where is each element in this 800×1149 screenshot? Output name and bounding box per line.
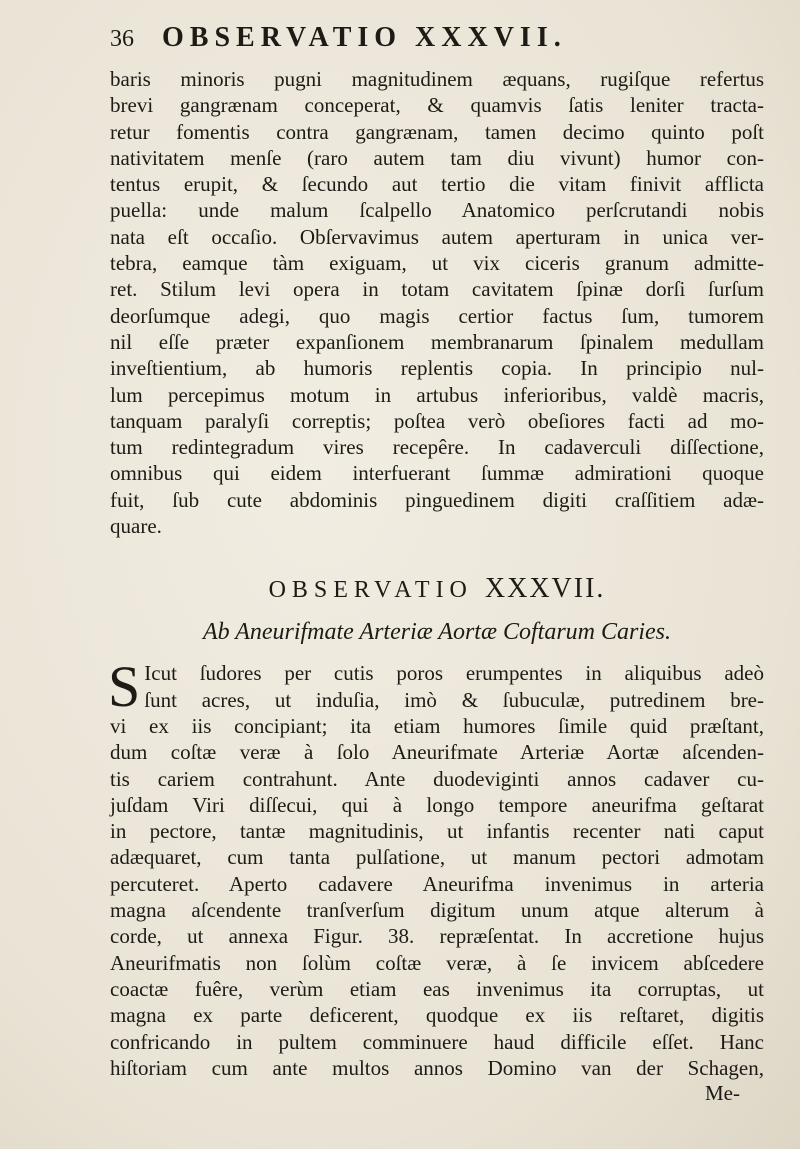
text-line: in pectore, tantæ magnitudinis, ut infantis recenter nati caput <box>110 819 764 844</box>
text-line: retur fomentis contra gangrænam, tamen decimo quinto poſt <box>110 119 764 144</box>
text-line: ret. Stilum levi opera in totam cavitatem ſpinæ dorſi ſurſum <box>110 277 764 302</box>
text-line: Aneurifmatis non ſolùm coſtæ veræ, à ſe invicem abſcedere <box>110 950 764 975</box>
text-line: dum coſtæ veræ à ſolo Aneurifmate Arteriæ Aortæ aſcenden- <box>110 740 764 765</box>
text-line: nativitatem menſe (raro autem tam diu vivunt) humor con- <box>110 145 764 170</box>
continued-paragraph <box>110 66 764 539</box>
observation-number: XXXVII. <box>484 573 606 605</box>
text-line: brevi gangrænam conceperat, & quamvis ſatis leniter tracta- <box>110 93 764 118</box>
text-line: adæquaret, cum tanta pulſatione, ut manum pectori admotam <box>110 845 764 870</box>
text-line: tis cariem contrahunt. Ante duodeviginti annos cadaver cu- <box>110 766 764 791</box>
text-line: fuit, ſub cute abdominis pinguedinem digiti craſſitiem adæ- <box>110 487 764 512</box>
text-line: ſunt acres, ut induſia, imò & ſubuculæ, putredinem bre- <box>144 687 764 712</box>
text-line: quare. <box>110 514 162 539</box>
observation-paragraph <box>108 654 764 1081</box>
text-line: confricando in pultem comminuere haud difficile eſſet. Hanc <box>110 1029 764 1054</box>
text-line: nata eſt occaſio. Obſervavimus autem aperturam in unica ver- <box>110 224 764 249</box>
text-line: corde, ut annexa Figur. 38. repræſentat. In accretione hujus <box>110 924 764 949</box>
text-line: Icut ſudores per cutis poros erumpentes in aliquibus adeò <box>144 661 764 686</box>
text-line: tanquam paralyſi correptis; poſtea verò obeſiores facti ad mo- <box>110 408 764 433</box>
page-header <box>110 22 764 66</box>
text-line: puella: unde malum ſcalpello Anatomico perſcrutandi nobis <box>110 198 764 223</box>
text-line: juſdam Viri diſſecui, qui à longo tempore aneurifma geſtarat <box>110 792 764 817</box>
text-line: tentus erupit, & ſecundo aut tertio die vitam finivit afflicta <box>110 172 764 197</box>
text-line: deorſumque adegi, quo magis certior factus ſum, tumorem <box>110 303 764 328</box>
observation-heading <box>110 573 764 605</box>
text-line: omnibus qui eidem interfuerant ſummæ admirationi quoque <box>110 461 764 486</box>
text-line: percuteret. Aperto cadavere Aneurifma invenimus in arteria <box>110 871 764 896</box>
running-head: OBSERVATIO XXXVII. <box>162 22 567 53</box>
text-line: hiſtoriam cum ante multos annos Domino van der Schagen, <box>110 1055 764 1080</box>
text-line: nil eſſe præter expanſionem membranarum ſpinalem medullam <box>110 329 764 354</box>
page-number: 36 <box>110 26 134 52</box>
text-line: tebra, eamque tàm exiguam, ut vix ciceris granum admitte- <box>110 251 764 276</box>
text-line: lum percepimus motum in artubus inferioribus, valdè macris, <box>110 382 764 407</box>
text-line: baris minoris pugni magnitudinem æquans, rugiſque refertus <box>110 67 764 91</box>
drop-cap: S <box>108 654 141 720</box>
catchword: Me- <box>705 1081 740 1106</box>
text-line: coactæ fuêre, verùm etiam eas invenimus ita corruptas, ut <box>110 976 764 1001</box>
text-line: magna ex parte deficerent, quodque ex iis reſtaret, digitis <box>110 1003 764 1028</box>
text-line: inveſtientium, ab humoris replentis copia. In principio nul- <box>110 356 764 381</box>
observation-title: Ab Aneurifmate Arteriæ Aortæ Coftarum Caries. <box>202 619 672 646</box>
text-line: magna aſcendente tranſverſum digitum unum atque alterum à <box>110 898 764 923</box>
text-line: tum redintegradum vires recepêre. In cadaverculi diſſectione, <box>110 435 764 460</box>
text-line: vi ex iis concipiant; ita etiam humores ſimile quid præſtant, <box>110 713 764 738</box>
observation-label: OBSERVATIO <box>268 577 473 604</box>
